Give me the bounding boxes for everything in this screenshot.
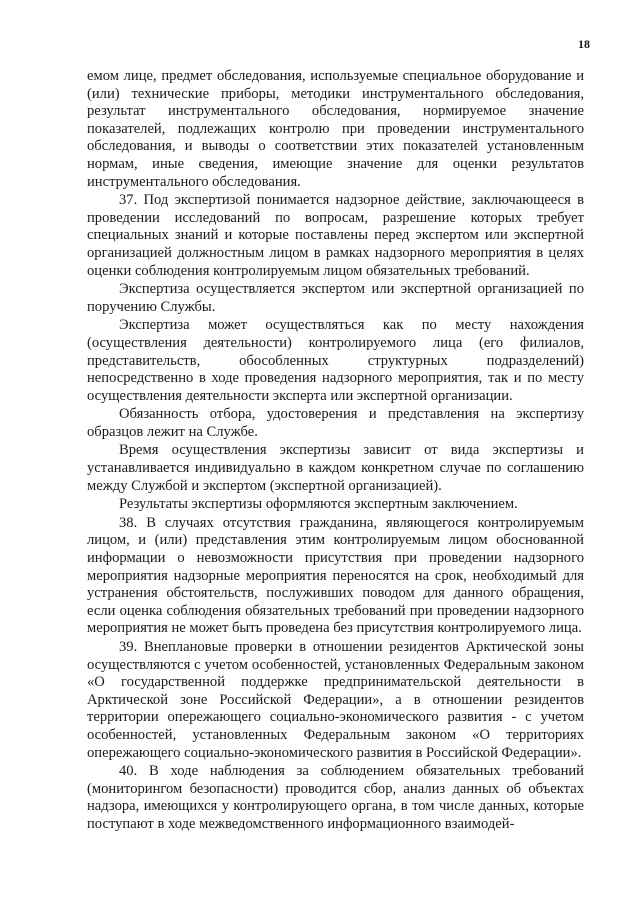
paragraph: 40. В ходе наблюдения за соблюдением обязательных требований (мониторингом безопасности) проводится сбор, анализ данных об объектах надзора, имеющихся у контролирующего органа, в том числе данных, которые поступают в ходе межведомственного информационного взаимодей- xyxy=(87,763,584,832)
paragraph: Время осуществления экспертизы зависит от вида экспертизы и устанавливается индивидуально в каждом конкретном случае по соглашению между Службой и экспертом (экспертной организацией). xyxy=(87,442,584,494)
paragraph: 38. В случаях отсутствия гражданина, являющегося контролируемым лицом, и (или) представления этим контролируемым лицом обоснованной информации о невозможности присутствия при проведении надзорного мероприятия надзорные мероприятия переносятся на срок, необходимый для устранения обстоятельств, послуживших поводом для данного обращения, если оценка соблюдения обязательных требований при проведении надзорного мероприятия не может быть проведена без присутствия контролируемого лица. xyxy=(87,514,584,637)
paragraph: Экспертиза может осуществляться как по месту нахождения (осуществления деятельности) контролируемого лица (его филиалов, представительств, обособленных структурных подразделений) непосредственно в ходе проведения надзорного мероприятия, так и по месту осуществления деятельности эксперта или экспертной организации. xyxy=(87,317,584,404)
paragraph: Обязанность отбора, удостоверения и представления на экспертизу образцов лежит на Службе. xyxy=(87,406,584,440)
paragraph: емом лице, предмет обследования, используемые специальное оборудование и (или) технические приборы, методики инструментального обследования, результат инструментального обследования, нормируемое значение показателей, подлежащих контролю при проведении инструментального обследования, и выводы о соответствии этих показателей установленным нормам, иные сведения, имеющие значение для оценки результатов инструментального обследования. xyxy=(87,68,584,190)
page-number: 18 xyxy=(578,37,590,51)
paragraph: 37. Под экспертизой понимается надзорное действие, заключающееся в проведении исследований по вопросам, разрешение которых требует специальных знаний и которые поставлены перед экспертом или экспертной организацией должностным лицом в рамках надзорного мероприятия в целях оценки соблюдения контролируемым лицом обязательных требований. xyxy=(87,192,584,279)
paragraph: Экспертиза осуществляется экспертом или экспертной организацией по поручению Службы. xyxy=(87,281,584,315)
paragraph: 39. Внеплановые проверки в отношении резидентов Арктической зоны осуществляются с учетом особенностей, установленных Федеральным законом «О государственной поддержке предпринимательской деятельности в Арктической зоне Российской Федерации», а в отношении резидентов территории опережающего социально-экономического развития - с учетом особенностей, установленных Федеральным законом «О территориях опережающего социально-экономического развития в Российской Федерации». xyxy=(87,639,584,761)
paragraph: Результаты экспертизы оформляются экспертным заключением. xyxy=(119,496,518,513)
body-text xyxy=(87,68,584,835)
